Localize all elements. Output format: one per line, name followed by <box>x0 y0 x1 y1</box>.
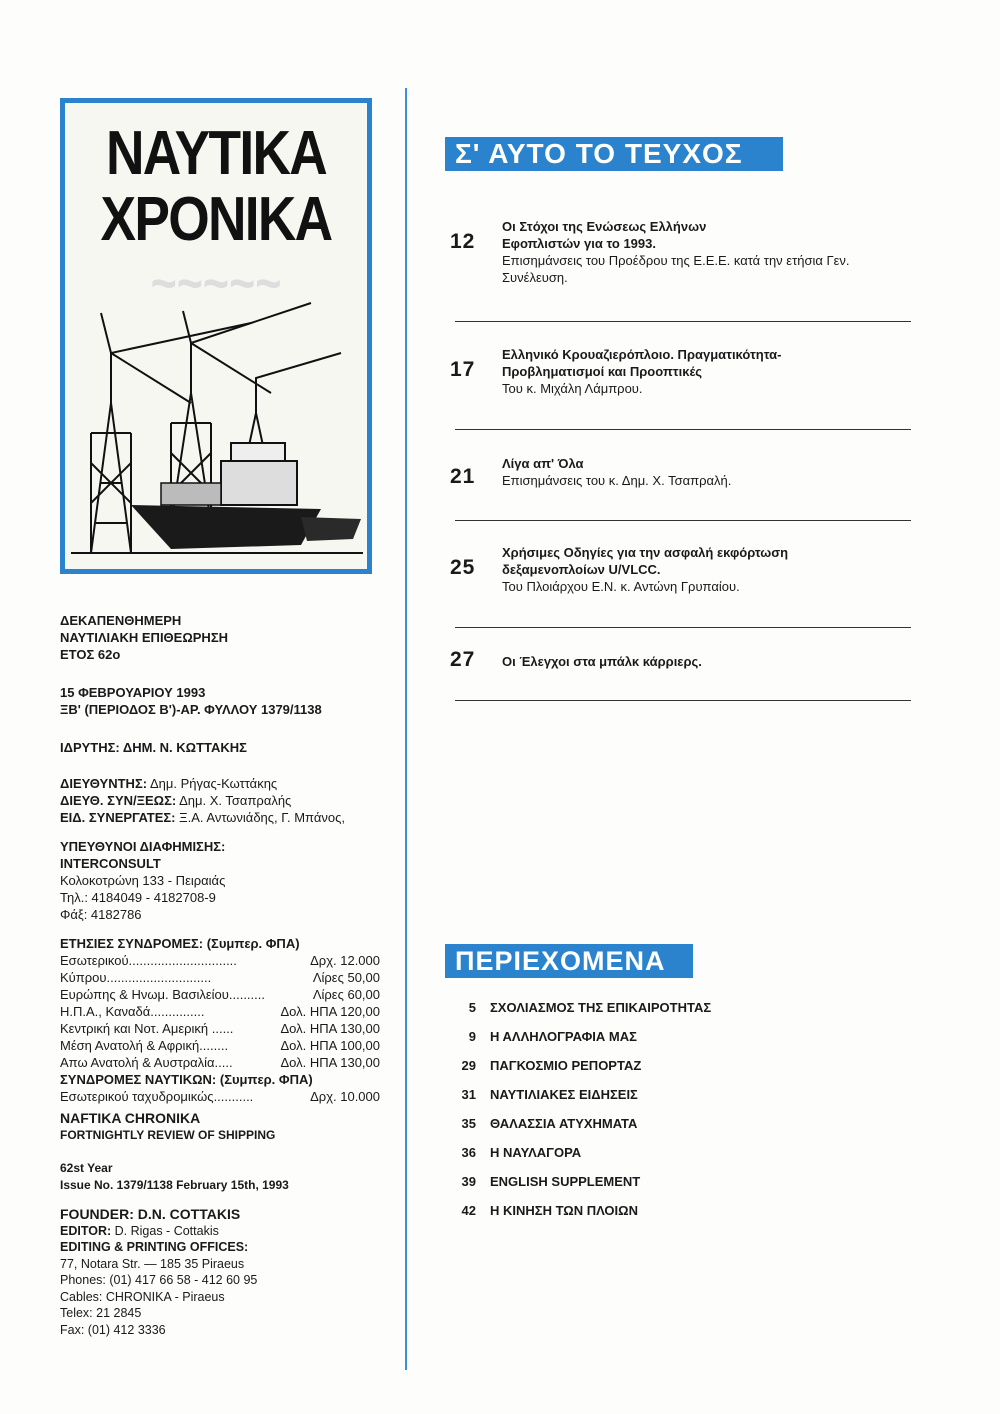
en-title: NAFTIKA CHRONIKA <box>60 1110 201 1126</box>
en-address: 77, Notara Str. — 185 35 Piraeus <box>60 1256 245 1271</box>
nautical-subscription-row: Εσωτερικού ταχυδρομικώς........... Δρχ. 10.000 <box>60 1089 380 1104</box>
advertising-info <box>60 838 390 923</box>
magazine-logo-box <box>60 98 372 574</box>
issue-number: ΞΒ' (ΠΕΡΙΟΔΟΣ Β')-ΑΡ. ΦΥΛΛΟΥ 1379/1138 <box>60 702 322 717</box>
toc-description: Επισημάνσεις του Προέδρου της Ε.Ε.Ε. κατά την ετήσια Γεν. Συνέλευση. <box>502 253 850 285</box>
contents-banner <box>445 944 693 978</box>
in-this-issue-title: Σ' ΑΥΤΟ ΤΟ ΤΕΥΧΟΣ <box>455 138 743 169</box>
toc-description: Του κ. Μιχάλη Λάμπρου. <box>502 381 643 396</box>
en-subtitle: FORTNIGHTLY REVIEW OF SHIPPING <box>60 1128 276 1142</box>
contents-title: ΠΕΡΙΕΧΟΜΕΝΑ <box>455 946 666 976</box>
subscription-row: Η.Π.Α., Καναδά............... Δολ. ΗΠΑ 120,00 <box>60 1004 380 1019</box>
toc-page-number: 17 <box>450 358 476 381</box>
nautical-subs-title: ΣΥΝΔΡΟΜΕΣ ΝΑΥΤΙΚΩΝ: (Συμπερ. ΦΠΑ) <box>60 1072 313 1087</box>
subscription-row: Κεντρική και Νοτ. Αμερική ...... Δολ. ΗΠΑ 130,00 <box>60 1021 380 1036</box>
en-founder: FOUNDER: D.N. COTTAKIS <box>60 1206 241 1222</box>
contents-row: 31 ΝΑΥΤΙΛΙΑΚΕΣ ΕΙΔΗΣΕΙΣ <box>461 1087 638 1102</box>
english-contacts <box>60 1206 390 1338</box>
column-divider <box>405 88 407 1370</box>
toc-description: Του Πλοιάρχου Ε.Ν. κ. Αντώνη Γρυπαίου. <box>502 579 740 594</box>
contents-row: 42 Η ΚΙΝΗΣΗ ΤΩΝ ΠΛΟΙΩΝ <box>461 1203 638 1218</box>
en-fax: Fax: (01) 412 3336 <box>60 1322 166 1337</box>
toc-page-number: 12 <box>450 230 476 253</box>
subscription-row: Κύπρου............................. Λίρες 50,00 <box>60 970 380 985</box>
en-issue: Issue No. 1379/1138 February 15th, 1993 <box>60 1178 289 1192</box>
pub-type-line1: ΔΕΚΑΠΕΝΘΗΜΕΡΗ <box>60 613 182 628</box>
issue-info <box>60 684 390 718</box>
toc-text <box>502 346 922 397</box>
toc-separator <box>455 429 911 430</box>
ads-company: INTERCONSULT <box>60 856 161 871</box>
toc-item <box>450 544 920 604</box>
ads-fax: Φάξ: 4182786 <box>60 907 142 922</box>
contents-row: 35 ΘΑΛΑΣΣΙΑ ΑΤΥΧΗΜΑΤΑ <box>461 1116 638 1131</box>
staff-row: ΕΙΔ. ΣΥΝΕΡΓΑΤΕΣ: Ξ.Α. Αντωνιάδης, Γ. Μπάνος, <box>60 810 345 825</box>
en-phones: Phones: (01) 417 66 58 - 412 60 95 <box>60 1273 258 1287</box>
contents-row: 39 ENGLISH SUPPLEMENT <box>461 1174 641 1189</box>
toc-headline: Ελληνικό Κρουαζιερόπλοιο. Πραγματικότητα-Προβληματισμοί και Προοπτικές <box>502 347 782 379</box>
pub-year: ΕΤΟΣ 62ο <box>60 647 121 662</box>
english-issue-info <box>60 1160 390 1194</box>
toc-separator <box>455 520 911 521</box>
logo-ghost-reflection: ~~~~~ <box>150 251 282 314</box>
en-offices: EDITING & PRINTING OFFICES: <box>60 1240 249 1254</box>
en-editor-row: EDITOR: D. Rigas - Cottakis <box>60 1223 219 1238</box>
in-this-issue-banner <box>445 137 783 171</box>
toc-description: Επισημάνσεις του κ. Δημ. Χ. Τσαπραλή. <box>502 473 732 488</box>
toc-separator <box>455 627 911 628</box>
toc-text <box>502 544 922 595</box>
staff-row: ΔΙΕΥΘ. ΣΥΝ/ΞΕΩΣ: Δημ. Χ. Τσαπραλής <box>60 793 292 808</box>
subscription-row: Ευρώπης & Ηνωμ. Βασιλείου.......... Λίρες 60,00 <box>60 987 380 1002</box>
contents-row: 29 ΠΑΓΚΟΣΜΙΟ ΡΕΠΟΡΤΑΖ <box>461 1058 642 1073</box>
en-year: 62st Year <box>60 1161 113 1175</box>
publication-info <box>60 612 390 663</box>
contents-row: 36 Η ΝΑΥΛΑΓΟΡΑ <box>461 1145 582 1160</box>
toc-headline: Χρήσιμες Οδηγίες για την ασφαλή εκφόρτωση δεξαμενοπλοίων U/VLCC. <box>502 545 789 577</box>
harbor-cranes-illustration <box>71 283 363 563</box>
toc-separator <box>455 700 911 701</box>
subscriptions-block <box>60 935 380 1105</box>
toc-item <box>450 346 920 406</box>
masthead-column <box>0 0 400 1414</box>
toc-text <box>502 218 922 286</box>
toc-page-number: 25 <box>450 556 476 579</box>
subscription-row: Απω Ανατολή & Αυστραλία..... Δολ. ΗΠΑ 130,00 <box>60 1055 380 1070</box>
en-cables: Cables: CHRONIKA - Piraeus <box>60 1289 225 1304</box>
subscription-row: Εσωτερικού.............................. Δρχ. 12.000 <box>60 953 380 968</box>
english-masthead <box>60 1110 390 1144</box>
toc-headline: Οι Έλεγχοι στα μπάλκ κάρριερς. <box>502 654 702 669</box>
staff-row: ΔΙΕΥΘΥΝΤΗΣ: Δημ. Ρήγας-Κωττάκης <box>60 776 278 791</box>
toc-item <box>450 218 920 298</box>
toc-page-number: 21 <box>450 465 476 488</box>
toc-page-number: 27 <box>450 648 476 671</box>
pub-type-line2: ΝΑΥΤΙΛΙΑΚΗ ΕΠΙΘΕΩΡΗΣΗ <box>60 630 229 645</box>
subscription-row: Μέση Ανατολή & Αφρική........ Δολ. ΗΠΑ 100,00 <box>60 1038 380 1053</box>
subs-title: ΕΤΗΣΙΕΣ ΣΥΝΔΡΟΜΕΣ: (Συμπερ. ΦΠΑ) <box>60 936 300 951</box>
staff-list <box>60 775 390 826</box>
logo-title-line1: ΝΑΥΤΙΚΑ <box>105 119 327 188</box>
contents-row: 9 Η ΑΛΛΗΛΟΓΡΑΦΙΑ ΜΑΣ <box>468 1029 637 1044</box>
ads-address: Κολοκοτρώνη 133 - Πειραιάς <box>60 873 226 888</box>
toc-headline: Λίγα απ' Όλα <box>502 456 584 471</box>
logo-title-line2: ΧΡΟΝΙΚΑ <box>100 185 332 254</box>
toc-text <box>502 455 922 489</box>
issue-date: 15 ΦΕΒΡΟΥΑΡΙΟΥ 1993 <box>60 685 206 700</box>
toc-item <box>450 648 920 678</box>
contents-row: 5 ΣΧΟΛΙΑΣΜΟΣ ΤΗΣ ΕΠΙΚΑΙΡΟΤΗΤΑΣ <box>468 1000 712 1015</box>
ads-title: ΥΠΕΥΘΥΝΟΙ ΔΙΑΦΗΜΙΣΗΣ: <box>60 839 226 854</box>
ads-phone: Τηλ.: 4184049 - 4182708-9 <box>60 890 216 905</box>
en-telex: Telex: 21 2845 <box>60 1306 142 1320</box>
toc-text <box>502 653 922 670</box>
founder-line: ΙΔΡΥΤΗΣ: ΔΗΜ. Ν. ΚΩΤΤΑΚΗΣ <box>60 740 247 755</box>
toc-headline: Οι Στόχοι της Ενώσεως Ελλήνων Εφοπλιστών για το 1993. <box>502 219 707 251</box>
toc-separator <box>455 321 911 322</box>
toc-item <box>450 455 920 495</box>
